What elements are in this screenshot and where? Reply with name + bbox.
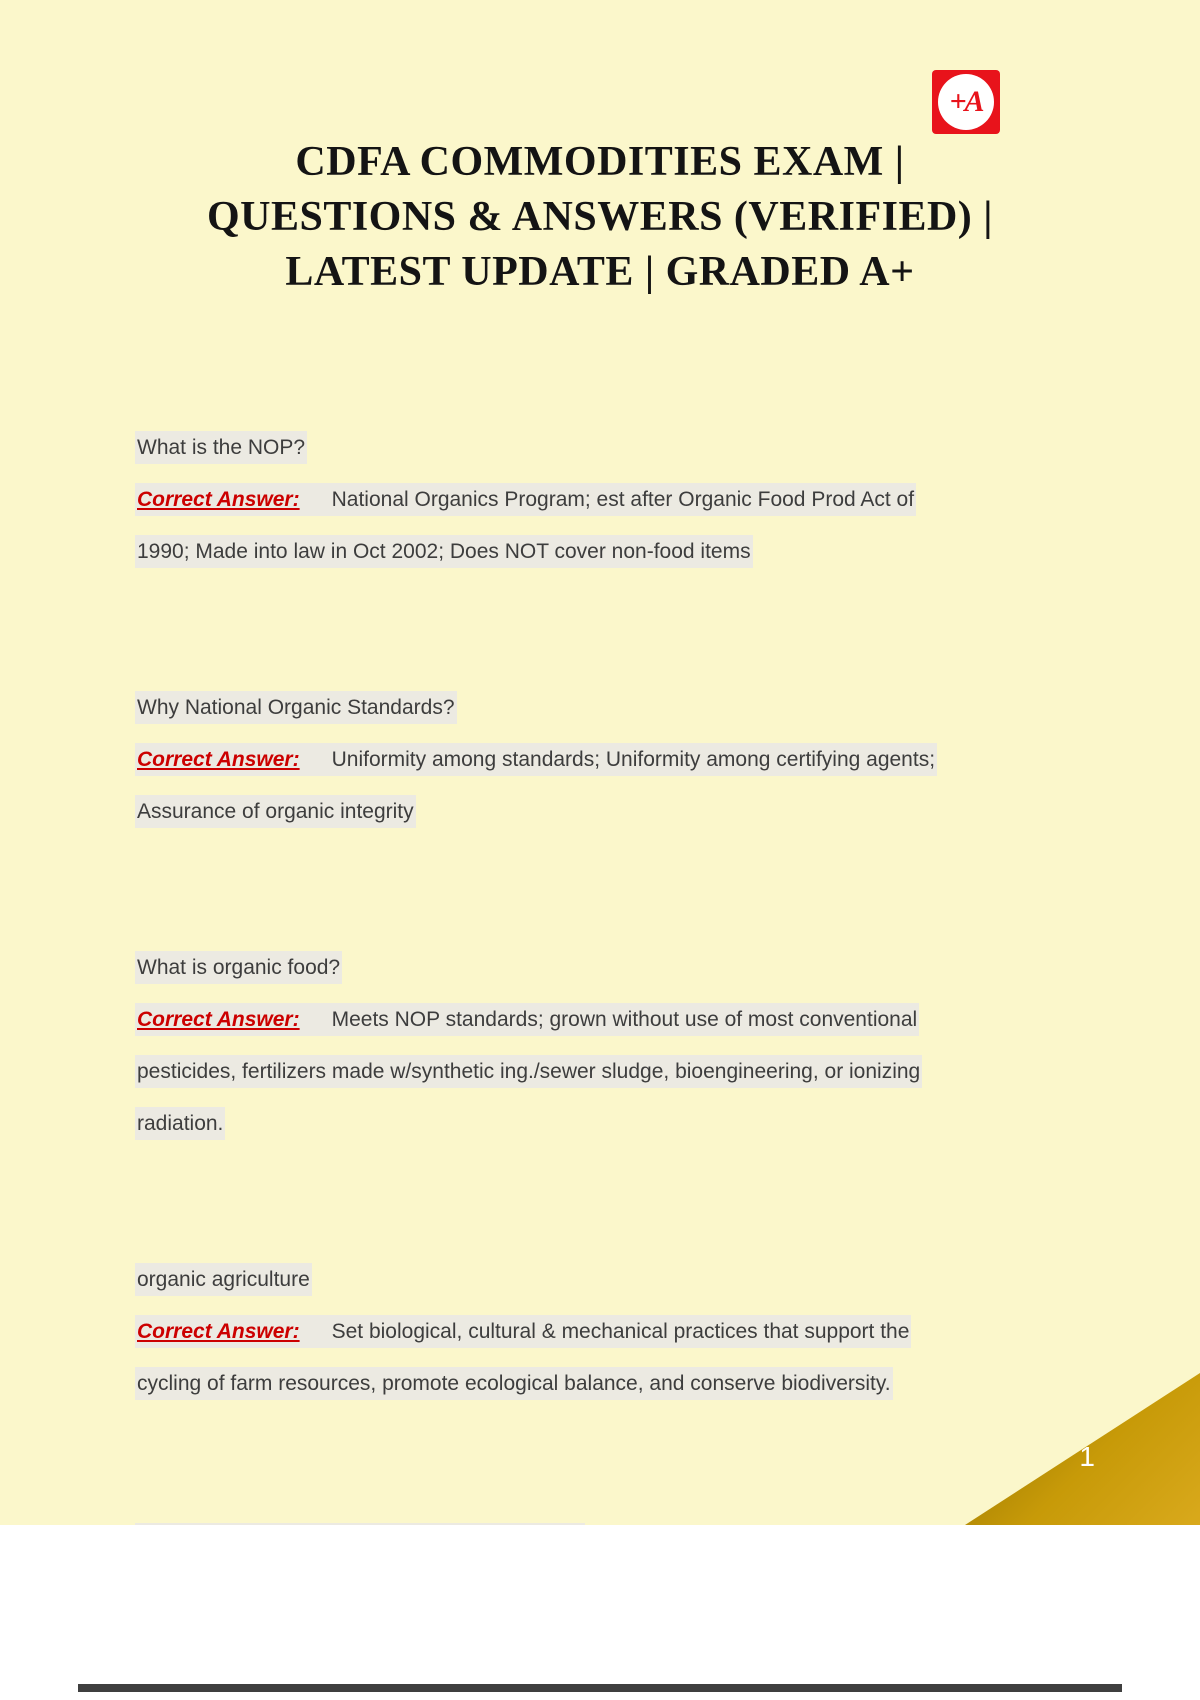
page-title-line: CDFA COMMODITIES EXAM |: [295, 139, 905, 185]
question-text: organic agriculture: [135, 1254, 963, 1306]
page-title-line: LATEST UPDATE | GRADED A+: [285, 249, 915, 295]
qa-item: [135, 422, 963, 578]
page-title-line: QUESTIONS & ANSWERS (VERIFIED) |: [206, 194, 994, 240]
page-number: 1: [1079, 1441, 1095, 1472]
viewer-background: [0, 1525, 1200, 1700]
grade-a-plus-logo-text: +A: [938, 74, 994, 130]
qa-item: [135, 1514, 963, 1525]
correct-answer-label: Correct Answer:: [135, 1003, 330, 1036]
answer-text: [135, 734, 963, 838]
correct-answer-label: Correct Answer:: [135, 743, 330, 776]
answer-text: [135, 474, 963, 578]
next-page-edge: [78, 1684, 1122, 1692]
answer-body: National Organics Program; est after Organic Food Prod Act of 1990; Made into law in Oct 2002; Does NOT cover non-food items: [135, 483, 916, 568]
answer-text: [135, 1306, 963, 1410]
answer-body: Uniformity among standards; Uniformity among certifying agents; Assurance of organic integrity: [135, 743, 937, 828]
question-text: What is organic food?: [135, 942, 963, 994]
question-text: What is the NOP?: [135, 422, 963, 474]
correct-answer-label: Correct Answer:: [135, 483, 330, 516]
page-title: [110, 135, 1090, 300]
question-text: [135, 1514, 963, 1525]
qa-item: [135, 682, 963, 838]
answer-body: Meets NOP standards; grown without use of most conventional pesticides, fertilizers made w/synthetic ing./sewer sludge, bioengineering, or ionizing radiation.: [135, 1003, 922, 1140]
question-text: Why National Organic Standards?: [135, 682, 963, 734]
correct-answer-label: Correct Answer:: [135, 1315, 330, 1348]
qa-item: [135, 942, 963, 1150]
qa-item: [135, 1254, 963, 1410]
grade-a-plus-logo-icon: [932, 70, 1000, 134]
qa-content: [135, 422, 963, 1525]
answer-text: [135, 994, 963, 1150]
answer-body: Set biological, cultural & mechanical practices that support the cycling of farm resources, promote ecological balance, and conserve biodiversity.: [135, 1315, 911, 1400]
